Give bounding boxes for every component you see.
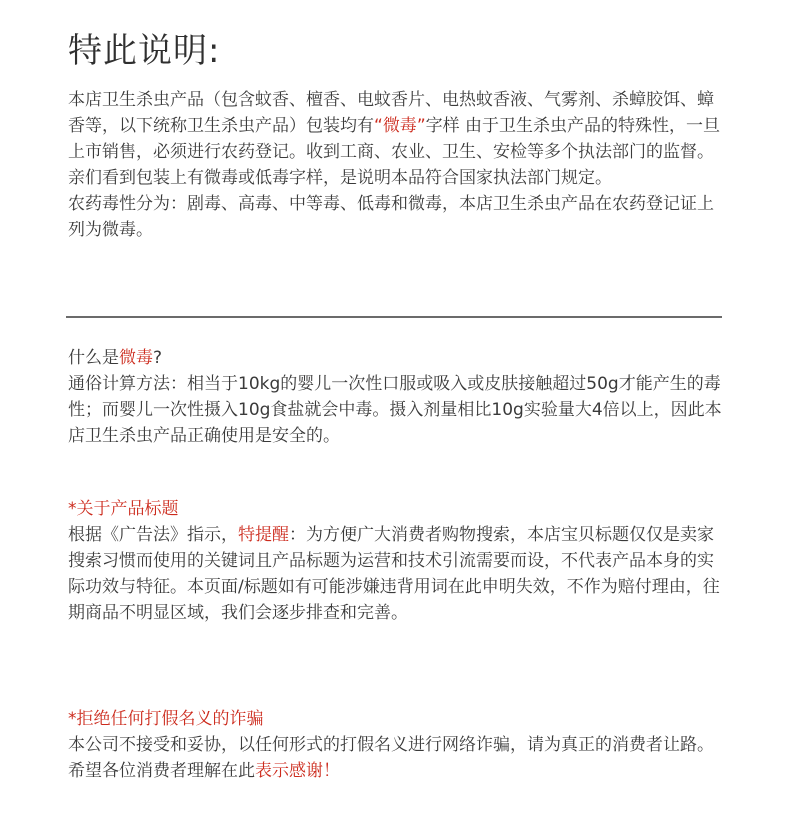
- title-body-a: 根据《广告法》指示，: [68, 525, 238, 545]
- anti-fraud-body: [68, 732, 724, 784]
- intro-section: [68, 87, 724, 243]
- micro-toxic-section: [68, 345, 724, 449]
- product-title-section: [68, 496, 724, 626]
- anti-fraud-heading: *拒绝任何打假名义的诈骗: [68, 709, 264, 729]
- micro-explanation: 通俗计算方法：相当于10kg的婴儿一次性口服或吸入或皮肤接触超过50g才能产生的毒性；而婴儿一次性摄入10g食盐就会中毒。摄入剂量相比10g实验量大4倍以上，因此本店卫生杀虫产品正确使用是安全的。: [68, 374, 722, 446]
- question-mark: ?: [153, 348, 163, 368]
- question-prefix: 什么是: [68, 348, 119, 368]
- thanks-highlight: 表示感谢！: [255, 761, 340, 781]
- quote-open: “: [374, 116, 383, 136]
- product-title-body: [68, 522, 724, 626]
- intro-paragraph: [68, 87, 724, 191]
- intro-text-b: 字样 由于卫生杀虫产品的特殊性，一旦上市销售，必须进行农药登记。收到工商、农业、卫生、安检等多个执法部门的监督。亲们看到包装上有微毒或低毒字样，是说明本品符合国家执法部门规定。: [68, 116, 721, 188]
- micro-toxic-highlight: 微毒: [382, 116, 417, 136]
- anti-fraud-section: [68, 706, 724, 784]
- section-divider: [66, 316, 722, 318]
- micro-question: [68, 345, 724, 371]
- quote-close: ”: [416, 116, 426, 136]
- reminder-highlight: 特提醒: [238, 525, 289, 545]
- title-body-b: ：为方便广大消费者购物搜索，本店宝贝标题仅仅是卖家搜索习惯而使用的关键词且产品标题为运营和技术引流需要而设，不代表产品本身的实际功效与特征。本页面/标题如有可能涉嫌违背用词在此申明失效，不作为赔付理由，往期商品不明显区域，我们会逐步排查和完善。: [68, 525, 720, 623]
- page-title: 特此说明:: [68, 31, 221, 71]
- toxicity-paragraph: 农药毒性分为：剧毒、高毒、中等毒、低毒和微毒，本店卫生杀虫产品在农药登记证上列为微毒。: [68, 194, 714, 240]
- question-highlight: 微毒: [119, 348, 153, 368]
- product-title-heading: *关于产品标题: [68, 499, 179, 519]
- intro-text-a: 本店卫生杀虫产品（包含蚊香、檀香、电蚊香片、电热蚊香液、气雾剂、杀蟑胶饵、蟑香等，以下统称卫生杀虫产品）包装均有: [68, 90, 714, 136]
- fraud-body-a: 本公司不接受和妥协，以任何形式的打假名义进行网络诈骗，请为真正的消费者让路。希望各位消费者理解在此: [68, 735, 714, 781]
